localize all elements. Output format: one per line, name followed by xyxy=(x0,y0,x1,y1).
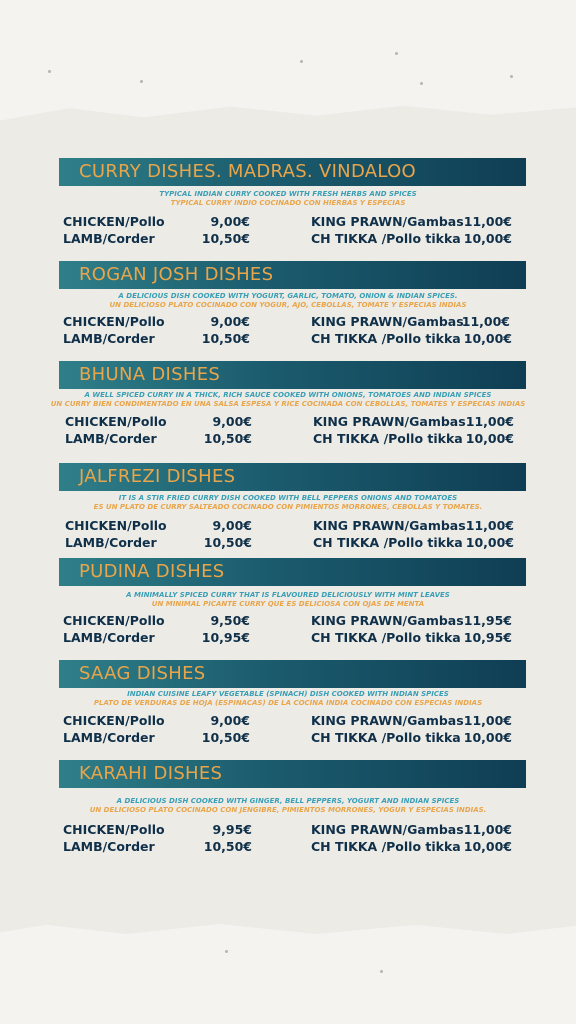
section-banner xyxy=(59,463,526,491)
paper-speck xyxy=(300,60,303,63)
item-name: CH TIKKA /Pollo tikka xyxy=(311,630,461,645)
paper-speck xyxy=(225,950,228,953)
section-banner xyxy=(59,660,526,688)
section-desc-en: TYPICAL INDIAN CURRY COOKED WITH FRESH HERBS AND SPICES xyxy=(159,190,417,198)
section-title: BHUNA DISHES xyxy=(79,364,221,385)
item-name: KING PRAWN/Gambas xyxy=(311,822,464,837)
paper-speck xyxy=(395,52,398,55)
item-price: 10,50€ xyxy=(203,535,252,550)
section-desc-es: ES UN PLATO DE CURRY SALTEADO COCINADO CON PIMIENTOS MORRONES, CEBOLLAS Y TOMATES. xyxy=(93,503,483,511)
item-price: 9,00€ xyxy=(210,314,250,329)
item-name: CHICKEN/Pollo xyxy=(65,518,167,533)
section-title: KARAHI DISHES xyxy=(79,763,223,784)
item-name: CH TIKKA /Pollo tikka xyxy=(311,839,461,854)
item-name: LAMB/Corder xyxy=(63,839,155,854)
section-title: JALFREZI DISHES xyxy=(79,466,236,487)
item-name: KING PRAWN/Gambas xyxy=(311,613,464,628)
section-banner xyxy=(59,158,526,186)
item-name: CH TIKKA /Pollo tikka xyxy=(311,331,461,346)
item-price: 10,50€ xyxy=(201,331,250,346)
item-name: LAMB/Corder xyxy=(63,231,155,246)
item-name: CH TIKKA /Pollo tikka xyxy=(313,535,463,550)
section-banner xyxy=(59,261,526,289)
item-price: 10,95€ xyxy=(463,630,512,645)
item-name: KING PRAWN/Gambas xyxy=(311,314,464,329)
section-desc-en: A MINIMALLY SPICED CURRY THAT IS FLAVOURED DELICIOUSLY WITH MINT LEAVES xyxy=(126,591,450,599)
item-name: KING PRAWN/Gambas xyxy=(313,414,466,429)
item-price: 9,95€ xyxy=(212,822,252,837)
item-name: KING PRAWN/Gambas xyxy=(311,214,464,229)
paper-speck xyxy=(420,82,423,85)
item-name: CHICKEN/Pollo xyxy=(63,314,165,329)
paper-speck xyxy=(510,75,513,78)
section-title: SAAG DISHES xyxy=(79,663,206,684)
section-desc-en: A WELL SPICED CURRY IN A THICK, RICH SAUCE COOKED WITH ONIONS, TOMATOES AND INDIAN SPICES xyxy=(84,391,492,399)
item-price: 10,00€ xyxy=(463,839,512,854)
item-price: 10,50€ xyxy=(203,839,252,854)
section-desc-en: A DELICIOUS DISH COOKED WITH GINGER, BELL PEPPERS, YOGURT AND INDIAN SPICES xyxy=(116,797,460,805)
item-price: 10,00€ xyxy=(463,331,512,346)
section-title: ROGAN JOSH DISHES xyxy=(79,264,274,285)
item-price: 9,00€ xyxy=(212,518,252,533)
item-name: CHICKEN/Pollo xyxy=(63,822,165,837)
item-price: 10,00€ xyxy=(463,231,512,246)
section-desc-es: UN CURRY BIEN CONDIMENTADO EN UNA SALSA ESPESA Y RICE COCINADA CON CEBOLLAS, TOMATES Y ESPECIAS INDIAS xyxy=(50,400,526,408)
section-desc-es: PLATO DE VERDURAS DE HOJA (ESPINACAS) DE LA COCINA INDIA COCINADO CON ESPECIAS INDIAS xyxy=(93,699,483,707)
section-desc-es: UN MINIMAL PICANTE CURRY QUE ES DELICIOSA CON OJAS DE MENTA xyxy=(151,600,425,608)
item-name: LAMB/Corder xyxy=(65,431,157,446)
section-title: PUDINA DISHES xyxy=(79,561,225,582)
section-desc-en: INDIAN CUISINE LEAFY VEGETABLE (SPINACH) DISH COOKED WITH INDIAN SPICES xyxy=(127,690,449,698)
item-name: CH TIKKA /Pollo tikka xyxy=(311,231,461,246)
item-name: CHICKEN/Pollo xyxy=(65,414,167,429)
paper-speck xyxy=(48,70,51,73)
item-price: 11,00€ xyxy=(463,214,512,229)
section-desc-en: A DELICIOUS DISH COOKED WITH YOGURT, GARLIC, TOMATO, ONION & INDIAN SPICES. xyxy=(118,292,458,300)
item-price: 11,00€ xyxy=(465,518,514,533)
item-price: 10,00€ xyxy=(465,535,514,550)
item-price: 10,50€ xyxy=(203,431,252,446)
item-name: CH TIKKA /Pollo tikka xyxy=(313,431,463,446)
item-name: LAMB/Corder xyxy=(63,630,155,645)
section-banner xyxy=(59,361,526,389)
section-title: CURRY DISHES. MADRAS. VINDALOO xyxy=(79,161,417,182)
item-price: 9,00€ xyxy=(210,713,250,728)
item-price: 10,95€ xyxy=(201,630,250,645)
section-desc-es: TYPICAL CURRY INDIO COCINADO CON HIERBAS Y ESPECIAS xyxy=(170,199,406,207)
item-name: CHICKEN/Pollo xyxy=(63,713,165,728)
item-name: LAMB/Corder xyxy=(63,730,155,745)
item-price: 11,00€ xyxy=(463,713,512,728)
item-name: KING PRAWN/Gambas xyxy=(313,518,466,533)
item-price: 11,00€ xyxy=(461,314,510,329)
item-price: 10,50€ xyxy=(201,231,250,246)
item-name: CHICKEN/Pollo xyxy=(63,613,165,628)
item-name: LAMB/Corder xyxy=(65,535,157,550)
item-price: 10,00€ xyxy=(463,730,512,745)
paper-speck xyxy=(140,80,143,83)
section-banner xyxy=(59,760,526,788)
item-price: 9,50€ xyxy=(210,613,250,628)
item-price: 10,00€ xyxy=(465,431,514,446)
item-price: 10,50€ xyxy=(201,730,250,745)
section-banner xyxy=(59,558,526,586)
item-price: 9,00€ xyxy=(212,414,252,429)
item-price: 11,95€ xyxy=(463,613,512,628)
item-name: CHICKEN/Pollo xyxy=(63,214,165,229)
item-price: 11,00€ xyxy=(463,822,512,837)
paper-speck xyxy=(380,970,383,973)
item-name: LAMB/Corder xyxy=(63,331,155,346)
item-name: KING PRAWN/Gambas xyxy=(311,713,464,728)
item-price: 11,00€ xyxy=(465,414,514,429)
section-desc-es: UN DELICIOSO PLATO COCINADO CON YOGUR, AJO, CEBOLLAS, TOMATE Y ESPECIAS INDIAS xyxy=(109,301,467,309)
item-name: CH TIKKA /Pollo tikka xyxy=(311,730,461,745)
section-desc-en: IT IS A STIR FRIED CURRY DISH COOKED WITH BELL PEPPERS ONIONS AND TOMATOES xyxy=(118,494,458,502)
section-desc-es: UN DELICIOSO PLATO COCINADO CON JENGIBRE, PIMIENTOS MORRONES, YOGUR Y ESPECIAS INDIAS. xyxy=(89,806,487,814)
item-price: 9,00€ xyxy=(210,214,250,229)
